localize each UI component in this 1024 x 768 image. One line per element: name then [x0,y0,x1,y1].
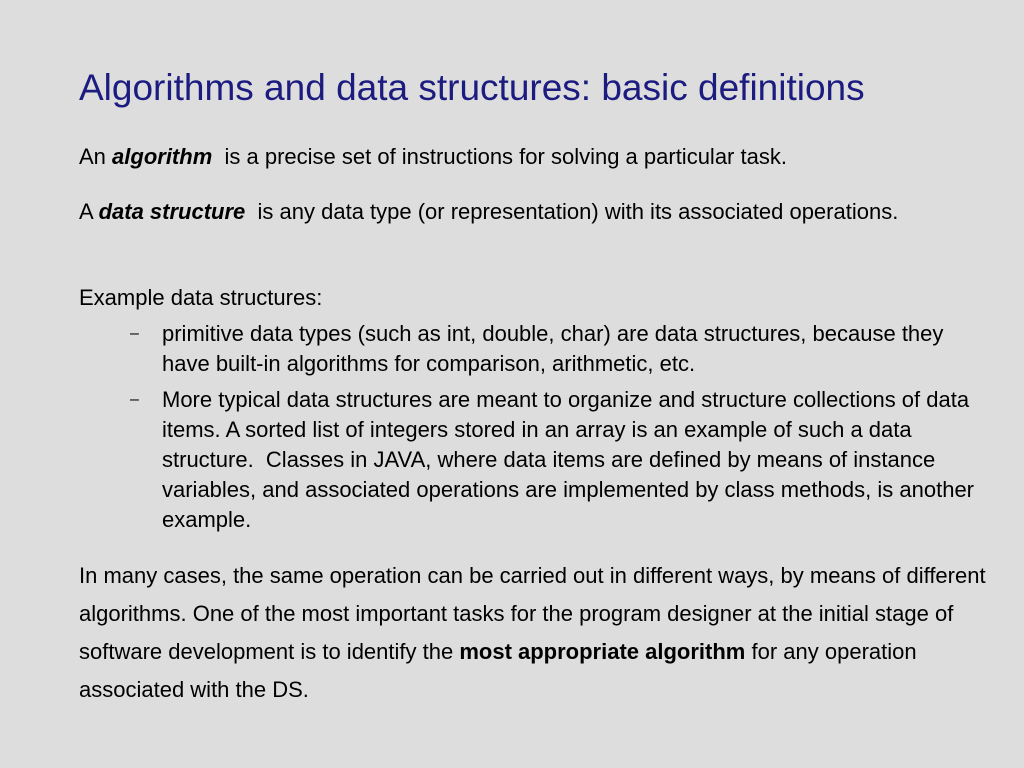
algorithm-term: algorithm [112,144,213,169]
algorithm-definition-post: is a precise set of instructions for solving a particular task. [212,144,787,169]
closing-paragraph-post: for any operation associated with the DS. [79,639,917,702]
algorithm-definition [79,142,787,172]
closing-paragraph [79,557,999,709]
data-structure-definition [79,197,977,227]
data-structure-definition-post: is any data type (or representation) with its associated operations. [245,199,899,224]
algorithm-definition-pre: An [79,144,113,169]
dash-bullet-icon: – [130,325,139,342]
closing-paragraph-emphasis: most appropriate algorithm [459,639,746,664]
data-structure-definition-pre: A [79,199,99,224]
data-structure-term: data structure [98,199,246,224]
closing-paragraph-pre: In many cases, the same operation can be carried out in different ways, by means of different algorithms. One of the most important tasks for the program designer at the initial stage of software development is to identify the [79,563,986,664]
examples-heading: Example data structures: [79,285,323,310]
bullet-text: primitive data types (such as int, double, char) are data structures, because they have built-in algorithms for comparison, arithmetic, etc. [162,321,944,376]
dash-bullet-icon: – [130,391,139,408]
slide-title: Algorithms and data structures: basic definitions [79,67,865,108]
bullet-text: More typical data structures are meant to organize and structure collections of data items. A sorted list of integers stored in an array is an example of such a data structure. Classes in JAVA, where data items are defined by means of instance variables, and associated operations are implemented by class methods, is another example. [162,387,981,532]
